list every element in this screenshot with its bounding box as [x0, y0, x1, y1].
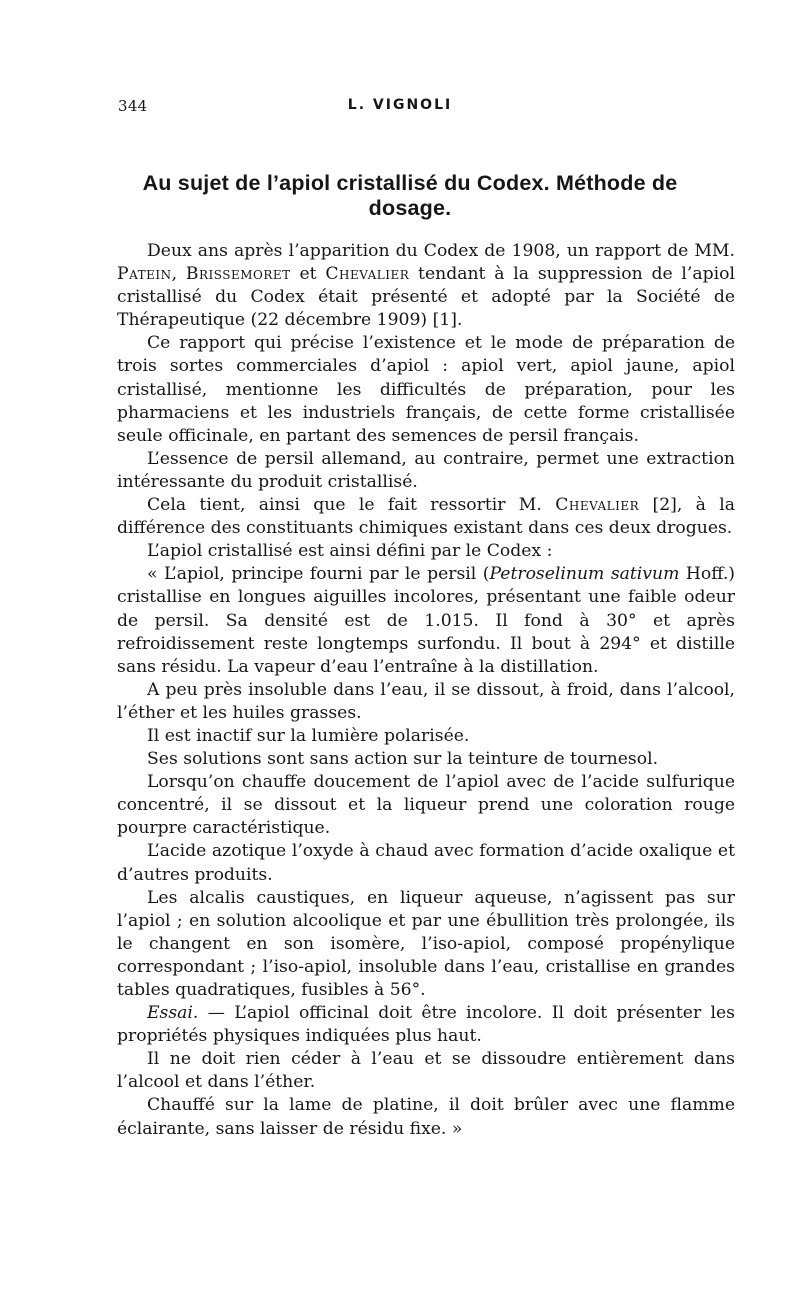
species-name: Petroselinum sativum	[489, 564, 680, 585]
author-name: Chevalier	[325, 264, 410, 285]
paragraph-2: Ce rapport qui précise l’existence et le mode de préparation de trois sortes commerciales d’apiol : apiol vert, apiol jaune, apiol cristallisé, mentionne les difficultés de préparation, pour les pharmaciens et les industriels français, de cette forme cristallisée seule officinale, en partant des semences de persil français.	[117, 333, 735, 446]
page-number: 344	[118, 97, 148, 115]
article-body	[117, 240, 735, 1141]
running-title: L. VIGNOLI	[347, 97, 453, 113]
codex-quote: « L’apiol, principe fourni par le persil (Petroselinum sativum Hoff.) cristallise en longues aiguilles incolores, présentant une faible odeur de persil. Sa densité est de 1.015. Il fond à 30° et après refroidissement reste longtemps surfondu. Il bout à 294° et distille sans résidu. La vapeur d’eau l’entraîne à la distillation.	[117, 564, 735, 677]
article-title: Au sujet de l’apiol cristallisé du Codex. Méthode de dosage.	[142, 171, 678, 220]
author-name: Patein	[117, 264, 172, 285]
paragraph-14: Il ne doit rien céder à l’eau et se dissoudre entièrement dans l’alcool et dans l’éther.	[117, 1049, 735, 1093]
running-head	[0, 97, 800, 121]
paragraph-8: Il est inactif sur la lumière polarisée.	[147, 725, 470, 746]
paragraph-4: Cela tient, ainsi que le fait ressortir M. Chevalier [2], à la différence des constituants chimiques existant dans ces deux drogues.	[117, 495, 735, 539]
paragraph-12: Les alcalis caustiques, en liqueur aqueuse, n’agissent pas sur l’apiol ; en solution alcoolique et par une ébullition très prolongée, ils le changent en son isomère, l’iso-apiol, composé propénylique correspondant ; l’iso-apiol, insoluble dans l’eau, cristallise en grandes tables quadratiques, fusibles à 56°.	[117, 887, 735, 1000]
paragraph-13: Essai. — L’apiol officinal doit être incolore. Il doit présenter les propriétés physiques indiquées plus haut.	[117, 1003, 735, 1047]
paragraph-1: Deux ans après l’apparition du Codex de 1908, un rapport de MM. Patein, Brissemoret et Chevalier tendant à la suppression de l’apiol cristallisé du Codex était présenté et adopté par la Société de Thérapeutique (22 décembre 1909) [1].	[117, 241, 735, 331]
paragraph-10: Lorsqu’on chauffe doucement de l’apiol avec de l’acide sulfurique concentré, il se dissout et la liqueur prend une coloration rouge pourpre caractéristique.	[117, 772, 735, 839]
paragraph-15: Chauffé sur la lame de platine, il doit brûler avec une flamme éclairante, sans laisser de résidu fixe. »	[117, 1095, 735, 1139]
author-name: Chevalier	[555, 495, 640, 516]
paragraph-11: L’acide azotique l’oxyde à chaud avec formation d’acide oxalique et d’autres produits.	[117, 841, 735, 885]
paragraph-9: Ses solutions sont sans action sur la teinture de tournesol.	[147, 749, 659, 770]
author-name: Brissemoret	[185, 264, 291, 285]
essai-label: Essai.	[147, 1003, 199, 1024]
paragraph-3: L’essence de persil allemand, au contraire, permet une extraction intéressante du produit cristallisé.	[117, 448, 735, 492]
paragraph-7: A peu près insoluble dans l’eau, il se dissout, à froid, dans l’alcool, l’éther et les huiles grasses.	[117, 679, 735, 723]
paragraph-5: L’apiol cristallisé est ainsi défini par le Codex :	[147, 541, 553, 562]
